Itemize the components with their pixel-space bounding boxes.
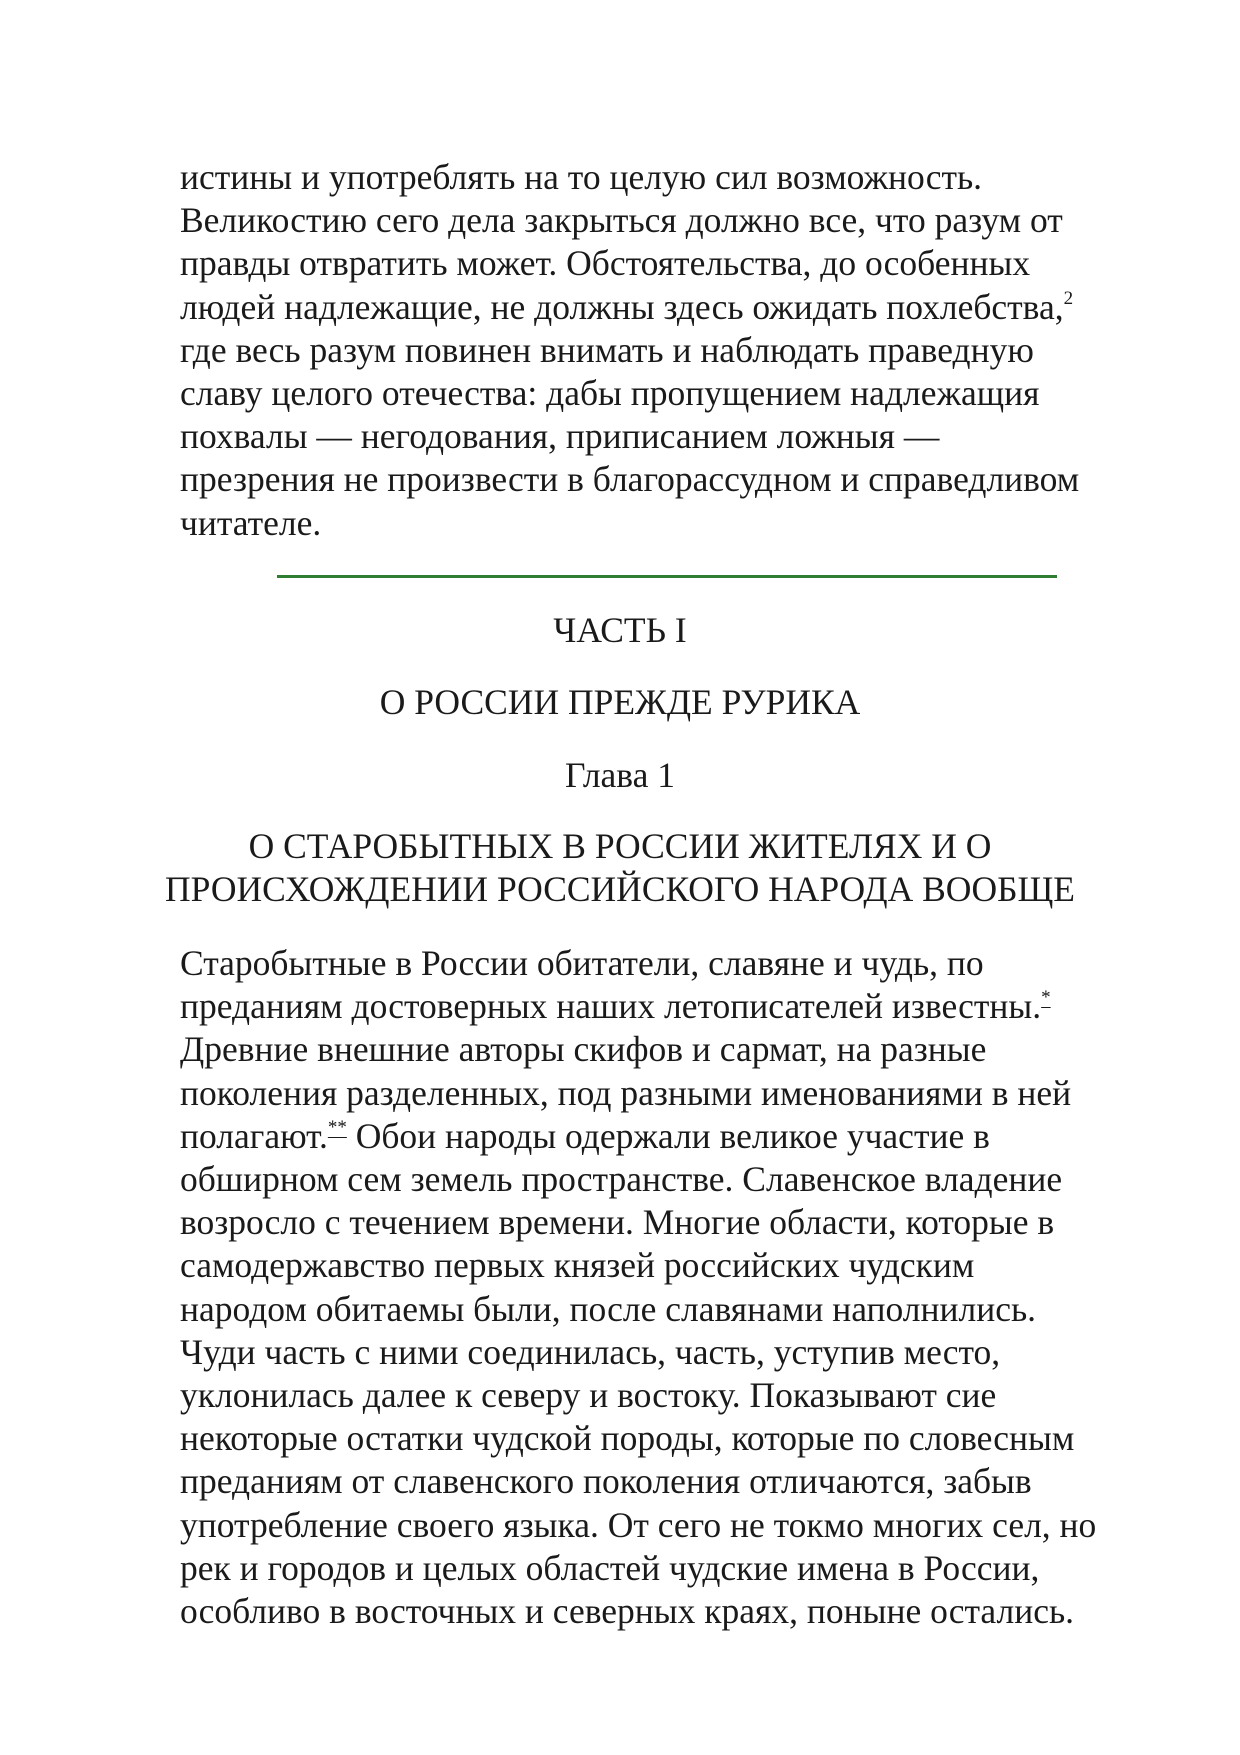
body-line: народом обитаемы были, после славянами наполнились. [180,1288,1037,1329]
footnote-ref-double-star[interactable]: ** [327,1116,347,1138]
body-line [180,1115,1165,1158]
footnote-ref-2[interactable]: 2 [1063,287,1074,309]
intro-line-text: людей надлежащие, не должны здесь ожидать похлебства, [180,286,1064,327]
intro-line: истины и употреблять на то целую сил возможность. [180,157,983,197]
body-line: возросло с течением времени. Многие области, которые в [180,1202,1055,1243]
intro-line: славу целого отечества: дабы пропущением надлежащия [180,373,1040,414]
body-line-text: Обои народы одержали великое участие в [346,1115,990,1156]
part-title: О РОССИИ ПРЕЖДЕ РУРИКА [379,682,861,722]
body-line: рек и городов и целых областей чудские имена в России, [180,1547,1040,1588]
chapter-title-line: О СТАРОБЫТНЫХ В РОССИИ ЖИТЕЛЯХ И О [248,826,992,866]
body-line: особливо в восточных и северных краях, поныне остались. [180,1591,1075,1632]
intro-line [180,286,1165,329]
footnote-ref-star[interactable]: * [1041,987,1051,1009]
intro-paragraph [180,156,1165,545]
chapter-title [0,825,1240,911]
body-line: Древние внешние авторы скифов и сармат, на разные [180,1029,987,1070]
body-line-text: преданиям достоверных наших летописателей известны. [180,986,1042,1027]
body-line [180,985,1165,1028]
intro-line: где весь разум повинен внимать и наблюдать праведную [180,329,1034,370]
body-line: поколения разделенных, под разными именованиями в ней [180,1072,1072,1113]
body-line: преданиям от славенского поколения отличаются, забыв [180,1461,1032,1502]
body-paragraph [180,942,1165,1633]
body-line: самодержавство первых князей российских чудским [180,1245,975,1286]
intro-line: похвалы — негодования, приписанием ложныя — [180,416,940,457]
intro-text [180,156,1165,545]
chapter-title-line: ПРОИСХОЖДЕНИИ РОССИЙСКОГО НАРОДА ВООБЩЕ [165,869,1075,909]
body-line-text: полагают. [180,1115,328,1156]
body-line: уклонилась далее к северу и востоку. Показывают сие [180,1375,997,1416]
intro-line: правды отвратить может. Обстоятельства, до особенных [180,243,1031,284]
chapter-heading: Глава 1 [564,755,675,795]
body-line: Чуди часть с ними соединилась, часть, уступив место, [180,1331,1001,1372]
intro-line: Великостию сего дела закрыться должно все, что разум от [180,200,1063,241]
section-divider [277,575,1057,578]
intro-line: презрения не произвести в благорассудном и справедливом [180,459,1080,500]
body-line: обширном сем земель пространстве. Славенское владение [180,1159,1063,1200]
body-line: Старобытные в России обитатели, славяне и чудь, по [180,943,984,983]
intro-line: читателе. [180,502,322,543]
body-line: употребление своего языка. От сего не токмо многих сел, но [180,1504,1097,1545]
body-line: некоторые остатки чудской породы, которые по словесным [180,1418,1075,1459]
part-heading: ЧАСТЬ I [553,610,687,650]
body-text [180,942,1165,1633]
